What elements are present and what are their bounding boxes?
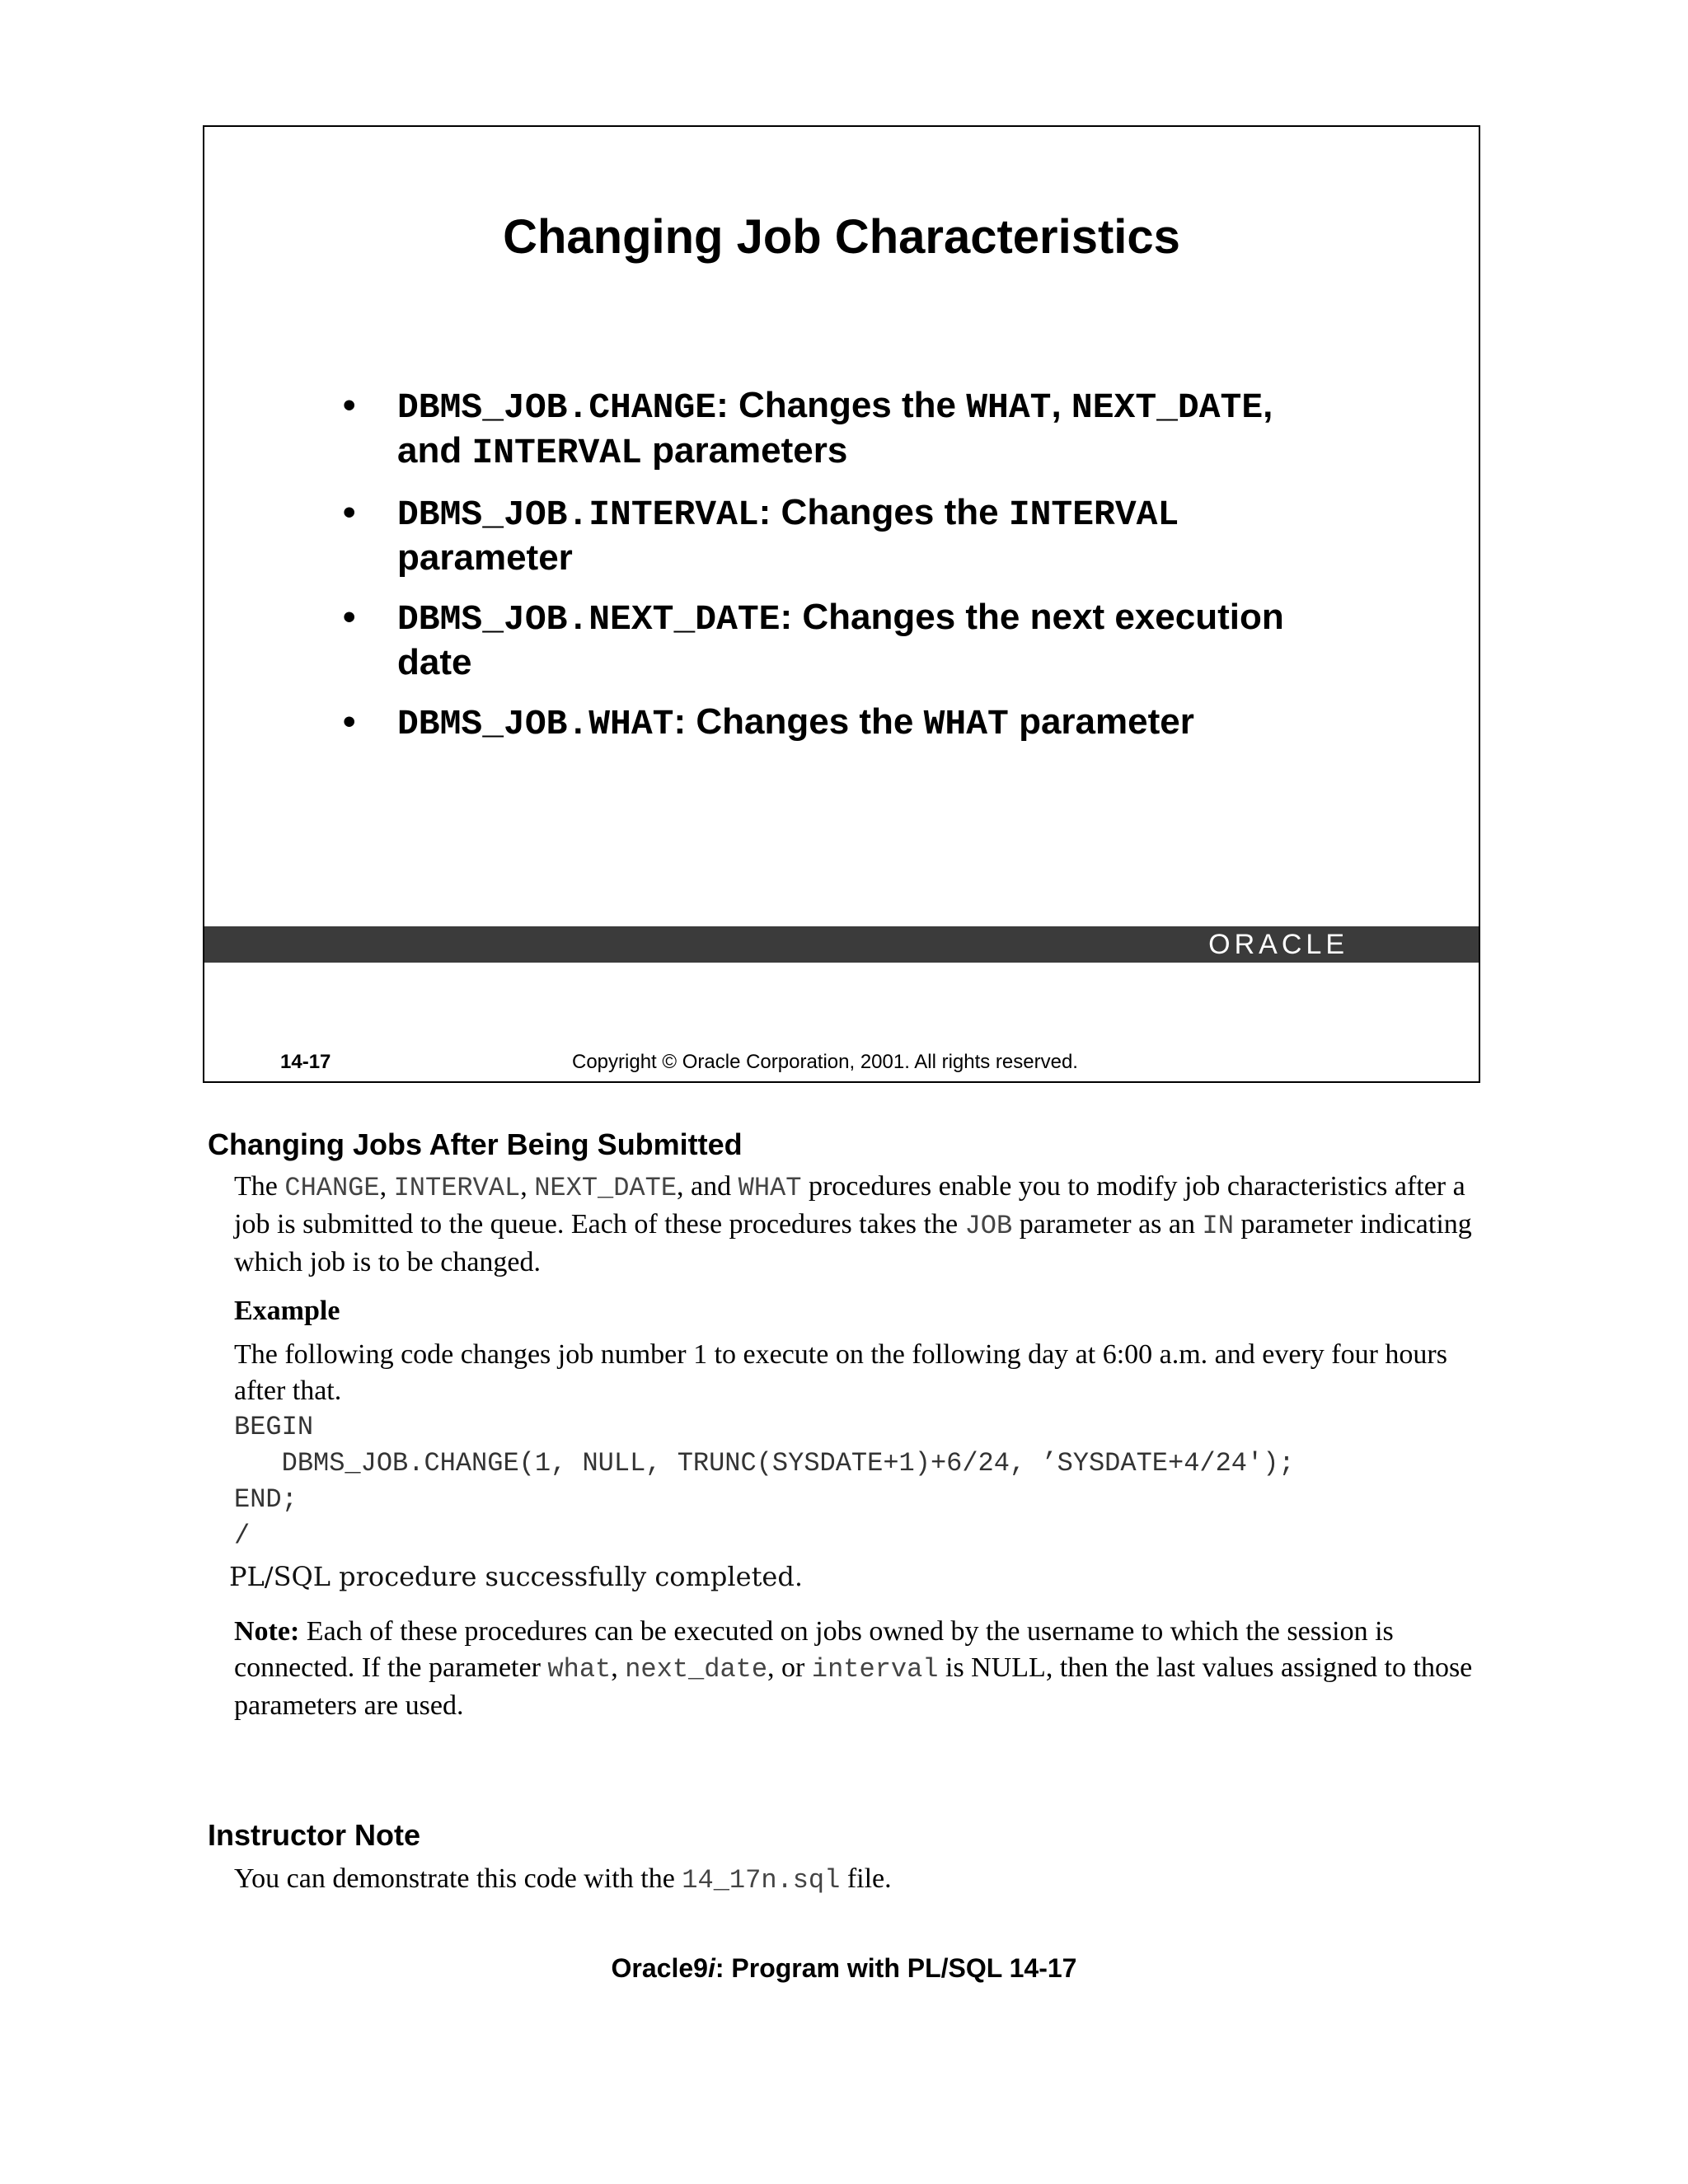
code-line: DBMS_JOB.CHANGE(1, NULL, TRUNC(SYSDATE+1)+6/24, ’SYSDATE+4/24'); [234,1448,1295,1479]
bullet-dot-icon: • [343,385,356,425]
slide-number: 14-17 [280,1051,331,1073]
slide-footer-bar [204,926,1479,963]
bullet-item: • DBMS_JOB.WHAT: Changes the WHAT parameter [343,701,1194,744]
instructor-heading: Instructor Note [208,1818,421,1852]
bullet-item: • DBMS_JOB.CHANGE: Changes the WHAT, NEXT_DATE, and INTERVAL parameters [343,385,1273,473]
example-paragraph: The following code changes job number 1 to execute on the following day at 6:00 a.m. and every four hours after that. [234,1339,1447,1406]
bullet-item: • DBMS_JOB.NEXT_DATE: Changes the next execution date [343,597,1284,682]
slide-frame [203,125,1480,1083]
slide-title: Changing Job Characteristics [503,210,1180,264]
section-heading: Changing Jobs After Being Submitted [208,1127,743,1161]
code-line: END; [234,1484,298,1515]
code-line: / [234,1521,251,1551]
code-line: BEGIN [234,1412,314,1442]
code-block [234,1409,1295,1554]
result-line: PL/SQL procedure successfully completed. [229,1561,804,1592]
bullet-list [343,384,1381,762]
bullet-item: • DBMS_JOB.INTERVAL: Changes the INTERVAL parameter [343,492,1179,578]
bullet-dot-icon: • [343,701,356,742]
oracle-logo: ORACLE [1208,929,1348,960]
slide-copyright: Copyright © Oracle Corporation, 2001. All rights reserved. [572,1051,1078,1073]
intro-paragraph: The CHANGE, INTERVAL, NEXT_DATE, and WHAT procedures enable you to modify job characteristics after a job is submitted to the queue. Each of these procedures takes the JOB parameter as an IN parameter indicating which job is to be changed. [234,1171,1472,1277]
page-footer: Oracle9i: Program with PL/SQL 14-17 [611,1953,1077,1983]
bullet-dot-icon: • [343,597,356,637]
instructor-paragraph: You can demonstrate this code with the 14_17n.sql file. [234,1863,892,1896]
note-paragraph: Note: Each of these procedures can be executed on jobs owned by the username to which the session is connected. If the parameter what, next_date, or interval is NULL, then the last values assigned to those parameters are used. [234,1616,1473,1721]
example-label: Example [234,1296,340,1326]
bullet-dot-icon: • [343,492,356,532]
